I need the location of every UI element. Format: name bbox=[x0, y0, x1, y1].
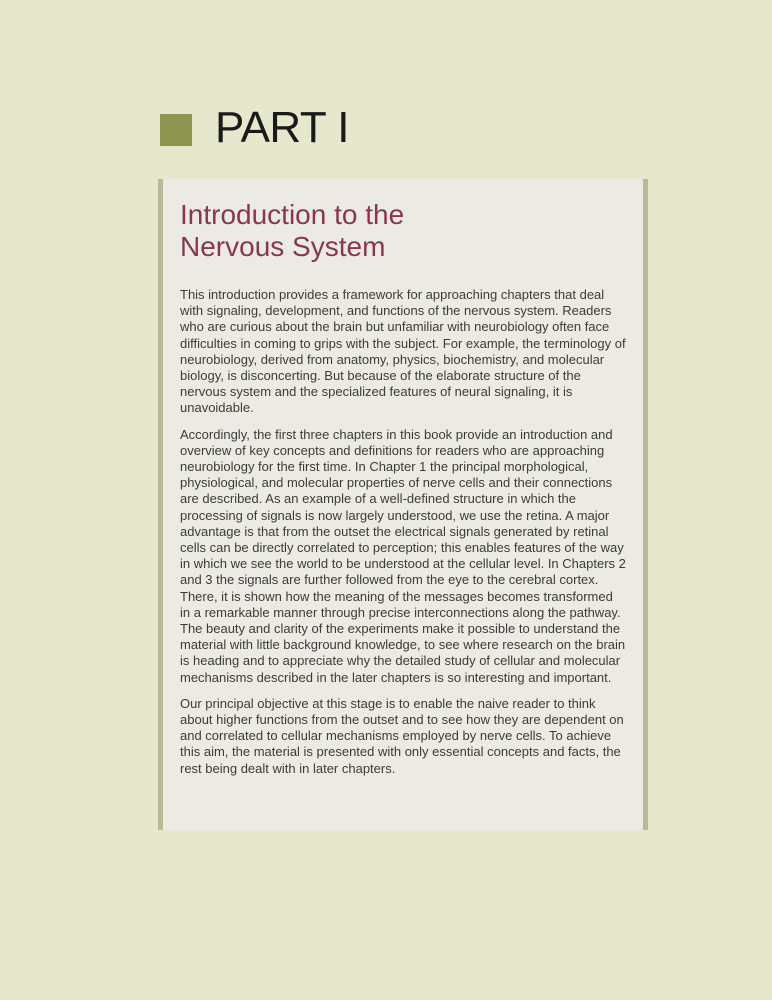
intro-paragraph-3: Our principal objective at this stage is to enable the naive reader to think about higher functions from the outset and to see how they are dependent on and correlated to cellular mechanisms employed by nerve cells. To achieve this aim, the material is presented with only essential concepts and facts, the rest being dealt with in later chapters. bbox=[180, 695, 624, 776]
intro-paragraph-2: Accordingly, the first three chapters in this book provide an introduction and overview of key concepts and definitions for readers who are approaching neurobiology for the first time. In Chapter 1 the principal morphological, physiological, and molecular properties of nerve cells and their connections are described. As an example of a well-defined structure in which the processing of signals is now largely understood, we use the retina. A major advantage is that from the outset the electrical signals generated by retinal cells can be directly correlated to perception; this enables features of the way in which we see the world to be understood at the cellular level. In Chapters 2 and 3 the signals are further followed from the eye to the cerebral cortex. There, it is shown how the meaning of the messages becomes transformed in a remarkable manner through precise interconnections along the pathway. The beauty and clarity of the experiments make it possible to understand the material with little background knowledge, to see where research on the brain is heading and to appreciate why the detailed study of cellular and molecular mechanisms described in the later chapters is so interesting and important. bbox=[180, 426, 626, 685]
intro-paragraph-1: This introduction provides a framework for approaching chapters that deal with signaling, development, and functions of the nervous system. Readers who are curious about the brain but unfamiliar with neurobiology often face difficulties in coming to grips with the subject. For example, the terminology of neurobiology, derived from anatomy, physics, biochemistry, and molecular biology, is disconcerting. But because of the elaborate structure of the nervous system and the specialized features of neural signaling, it is unavoidable. bbox=[180, 287, 626, 416]
introduction-panel bbox=[158, 179, 648, 830]
part-marker-square bbox=[160, 114, 192, 146]
part-title: PART I bbox=[215, 103, 349, 152]
introduction-heading: Introduction to the Nervous System bbox=[180, 199, 405, 262]
